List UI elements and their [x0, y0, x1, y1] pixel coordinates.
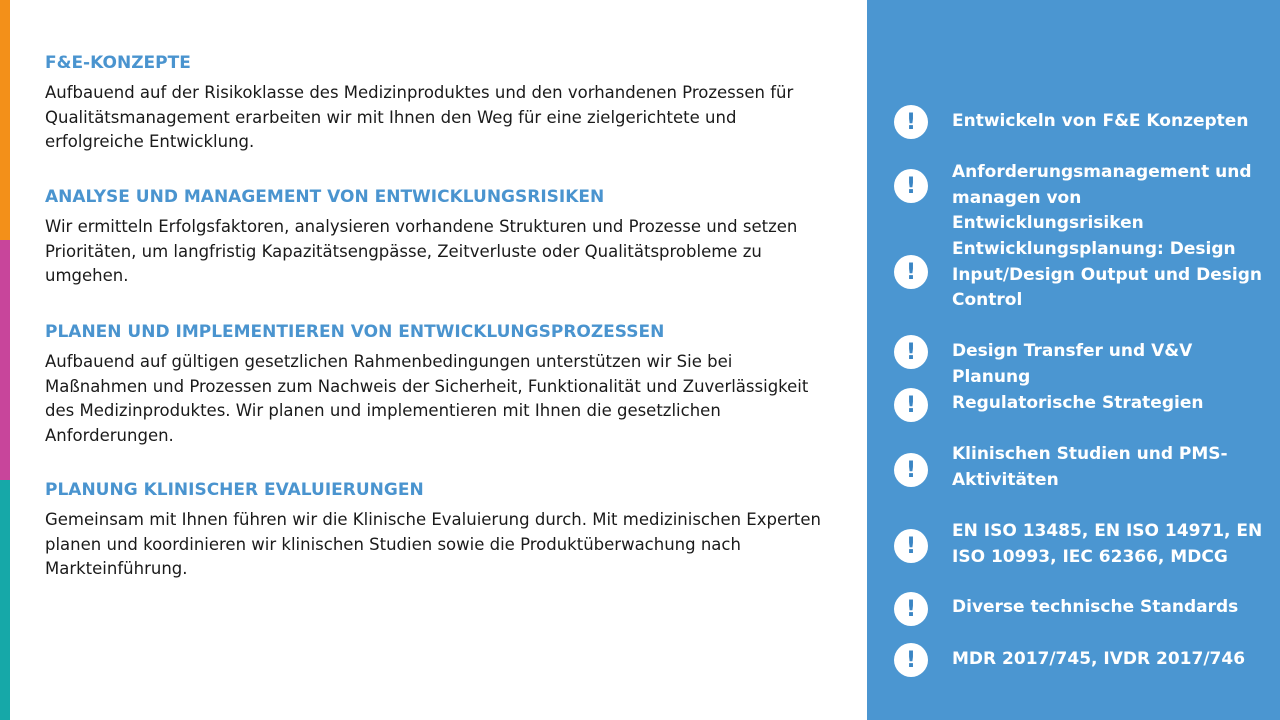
feature-label: Diverse technische Standards	[952, 597, 1239, 617]
feature-label: MDR 2017/745, IVDR 2017/746	[952, 649, 1246, 669]
section-text: Aufbauend auf gültigen gesetzlichen Rahmenbedingungen unterstützen wir Sie bei Maßnahmen und Prozessen zum Nachweis der Sicherheit, Funktionalität und Zuverlässigkeit des Medizinproduktes. Wir planen und implementieren mit Ihnen die gesetzlichen Anforderungen.	[45, 352, 809, 445]
feature-item	[867, 593, 1280, 625]
section-entwicklungsprozesse	[45, 322, 835, 448]
feature-item	[867, 237, 1280, 314]
feature-label: Entwicklungsplanung: Design Input/Design Output und Design Control	[952, 239, 1262, 310]
section-text: Wir ermitteln Erfolgsfaktoren, analysieren vorhandene Strukturen und Prozesse und setzen Prioritäten, um langfristig Kapazitätsengpässe, Zeitverluste oder Qualitätsprobleme zu umgehen.	[45, 217, 798, 285]
feature-label: EN ISO 13485, EN ISO 14971, EN ISO 10993, IEC 62366, MDCG	[952, 521, 1263, 567]
feature-label: Anforderungsmanagement und managen von Entwicklungsrisiken	[952, 162, 1252, 233]
exclamation-icon: !	[894, 453, 928, 487]
section-text: Aufbauend auf der Risikoklasse des Medizinproduktes und den vorhandenen Prozessen für Qualitätsmanagement erarbeiten wir mit Ihnen den Weg für eine zielgerichtete und erfolgreiche Entwicklung.	[45, 83, 794, 151]
exclamation-icon: !	[894, 529, 928, 563]
feature-item	[867, 643, 1280, 675]
section-entwicklungsrisiken	[45, 187, 835, 289]
accent-bar-teal	[0, 480, 10, 720]
exclamation-icon: !	[894, 388, 928, 422]
feature-label: Entwickeln von F&E Konzepten	[952, 111, 1249, 131]
exclamation-icon: !	[894, 255, 928, 289]
accent-bar-orange	[0, 0, 10, 240]
feature-label: Regulatorische Strategien	[952, 393, 1204, 413]
feature-item	[867, 519, 1280, 571]
features-panel	[867, 0, 1280, 720]
accent-bar-magenta	[0, 240, 10, 480]
exclamation-icon: !	[894, 169, 928, 203]
section-heading: PLANEN UND IMPLEMENTIEREN VON ENTWICKLUNGSPROZESSEN	[45, 322, 665, 342]
feature-item	[867, 388, 1280, 420]
feature-item	[867, 106, 1280, 138]
feature-item	[867, 442, 1280, 494]
feature-item	[867, 336, 1280, 387]
section-heading: ANALYSE UND MANAGEMENT VON ENTWICKLUNGSRISIKEN	[45, 187, 605, 207]
section-fe-konzepte	[45, 53, 835, 155]
feature-label: Design Transfer und V&V Planung	[952, 341, 1193, 387]
exclamation-icon: !	[894, 335, 928, 369]
feature-label: Klinischen Studien und PMS-Aktivitäten	[952, 444, 1228, 490]
section-klinische-evaluierungen	[45, 480, 835, 582]
feature-item	[867, 160, 1280, 233]
section-heading: F&E-KONZEPTE	[45, 53, 191, 73]
section-text: Gemeinsam mit Ihnen führen wir die Klinische Evaluierung durch. Mit medizinischen Experten planen und koordinieren wir klinischen Studien sowie die Produktüberwachung nach Markteinführung.	[45, 510, 821, 578]
exclamation-icon: !	[894, 643, 928, 677]
exclamation-icon: !	[894, 592, 928, 626]
exclamation-icon: !	[894, 105, 928, 139]
section-heading: PLANUNG KLINISCHER EVALUIERUNGEN	[45, 480, 424, 500]
